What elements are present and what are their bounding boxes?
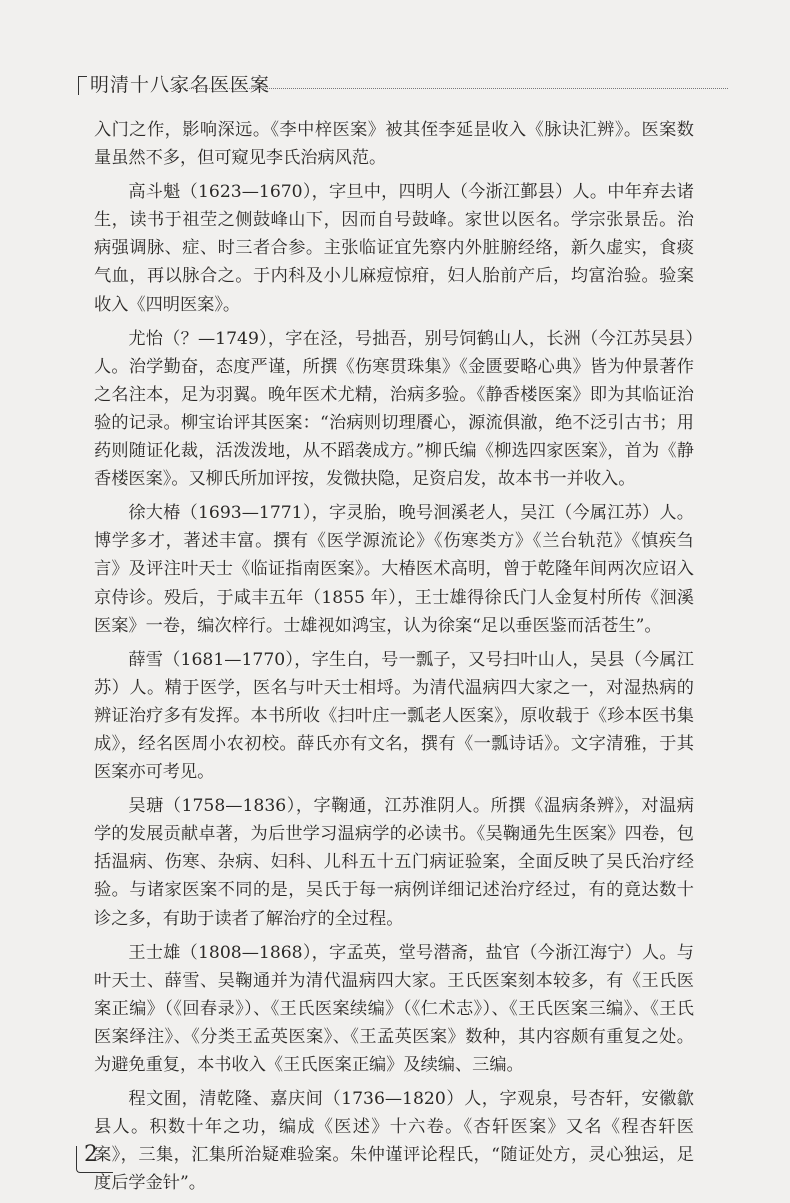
header-dotted-rule xyxy=(170,88,728,89)
running-header xyxy=(78,64,728,98)
paragraph-cheng-wenyou: 程文囿，清乾隆、嘉庆间（1736—1820）人，字观泉，号杏轩，安徽歙县人。积数十年之功，编成《医述》十六卷。《杏轩医案》又名《程杏轩医案》，三集，汇集所治疑难验案。朱仲谨评论程氏，“随证处方，灵心独运，足度后学金针”。 xyxy=(94,1089,694,1194)
page-number: 2 xyxy=(84,1142,98,1167)
header-bracket-ornament xyxy=(78,76,87,95)
paragraph-you-yi: 尤怡（？—1749），字在泾，号拙吾，别号饲鹤山人，长洲（今江苏吴县）人。治学勤奋，态度严谨，所撰《伤寒贯珠集》《金匮要略心典》皆为仲景著作之名注本，足为羽翼。晚年医术尤精，治病多验。《静香楼医案》即为其临证治验的记录。柳宝诒评其医案：“治病则切理餍心，源流俱澈，绝不泛引古书；用药则随证化裁，活泼泼地，从不蹈袭成方。”柳氏编《柳选四家医案》，首为《静香楼医案》。又柳氏所加评按，发微抉隐，足资启发，故本书一并收入。 xyxy=(94,328,694,490)
page-body xyxy=(94,116,694,1203)
paragraph-wang-shixiong: 王士雄（1808—1868），字孟英，堂号潜斋，盐官（今浙江海宁）人。与叶天士、薛雪、吴鞠通并为清代温病四大家。王氏医案刻本较多，有《王氏医案正编》（《回春录》）、《王氏医案续编》（《仁术志》）、《王氏医案三编》、《王氏医案绎注》、《分类王孟英医案》、《王孟英医案》数种，其内容颇有重复之处。为避免重复，本书收入《王氏医案正编》及续编、三编。 xyxy=(94,942,694,1075)
paragraph-wu-tang: 吴瑭（1758—1836），字鞠通，江苏淮阴人。所撰《温病条辨》，对温病学的发展贡献卓著，为后世学习温病学的必读书。《吴鞠通先生医案》四卷，包括温病、伤寒、杂病、妇科、儿科五十五门病证验案，全面反映了吴氏治疗经验。与诸家医案不同的是，吴氏于每一病例详细记述治疗经过，有的竟达数十诊之多，有助于读者了解治疗的全过程。 xyxy=(94,796,694,929)
paragraph-continued: 入门之作，影响深远。《李中梓医案》被其侄李延昰收入《脉诀汇辨》。医案数量虽然不多，但可窥见李氏治病风范。 xyxy=(94,120,694,169)
paragraph-xu-dachun: 徐大椿（1693—1771），字灵胎，晚号洄溪老人，吴江（今属江苏）人。博学多才，著述丰富。撰有《医学源流论》《伤寒类方》《兰台轨范》《慎疾刍言》及评注叶天士《临证指南医案》。大椿医术高明，曾于乾隆年间两次应诏入京侍诊。殁后，于咸丰五年（1855 年），王士雄得徐氏门人金复村所传《洄溪医案》一卷，编次梓行。士雄视如鸿宝，认为徐案“足以垂医鉴而活苍生”。 xyxy=(94,503,694,636)
paragraph-xue-xue: 薛雪（1681—1770），字生白，号一瓢子，又号扫叶山人，吴县（今属江苏）人。精于医学，医名与叶天士相埒。为清代温病四大家之一，对湿热病的辨证治疗多有发挥。本书所收《扫叶庄一瓢老人医案》，原收载于《珍本医书集成》，经名医周小农初校。薛氏亦有文名，撰有《一瓢诗话》。文字清雅，于其医案亦可考见。 xyxy=(94,649,694,783)
book-title: 明清十八家名医医案 xyxy=(90,74,271,96)
paragraph-gao-doukui: 高斗魁（1623—1670），字旦中，四明人（今浙江鄞县）人。中年弃去诸生，读书于祖茔之侧鼓峰山下，因而自号鼓峰。家世以医名。学宗张景岳。治病强调脉、症、时三者合参。主张临证宜先察内外脏腑经络，新久虚实，食痰气血，再以脉合之。于内科及小儿麻痘惊疳，妇人胎前产后，均富治验。验案收入《四明医案》。 xyxy=(94,182,694,315)
